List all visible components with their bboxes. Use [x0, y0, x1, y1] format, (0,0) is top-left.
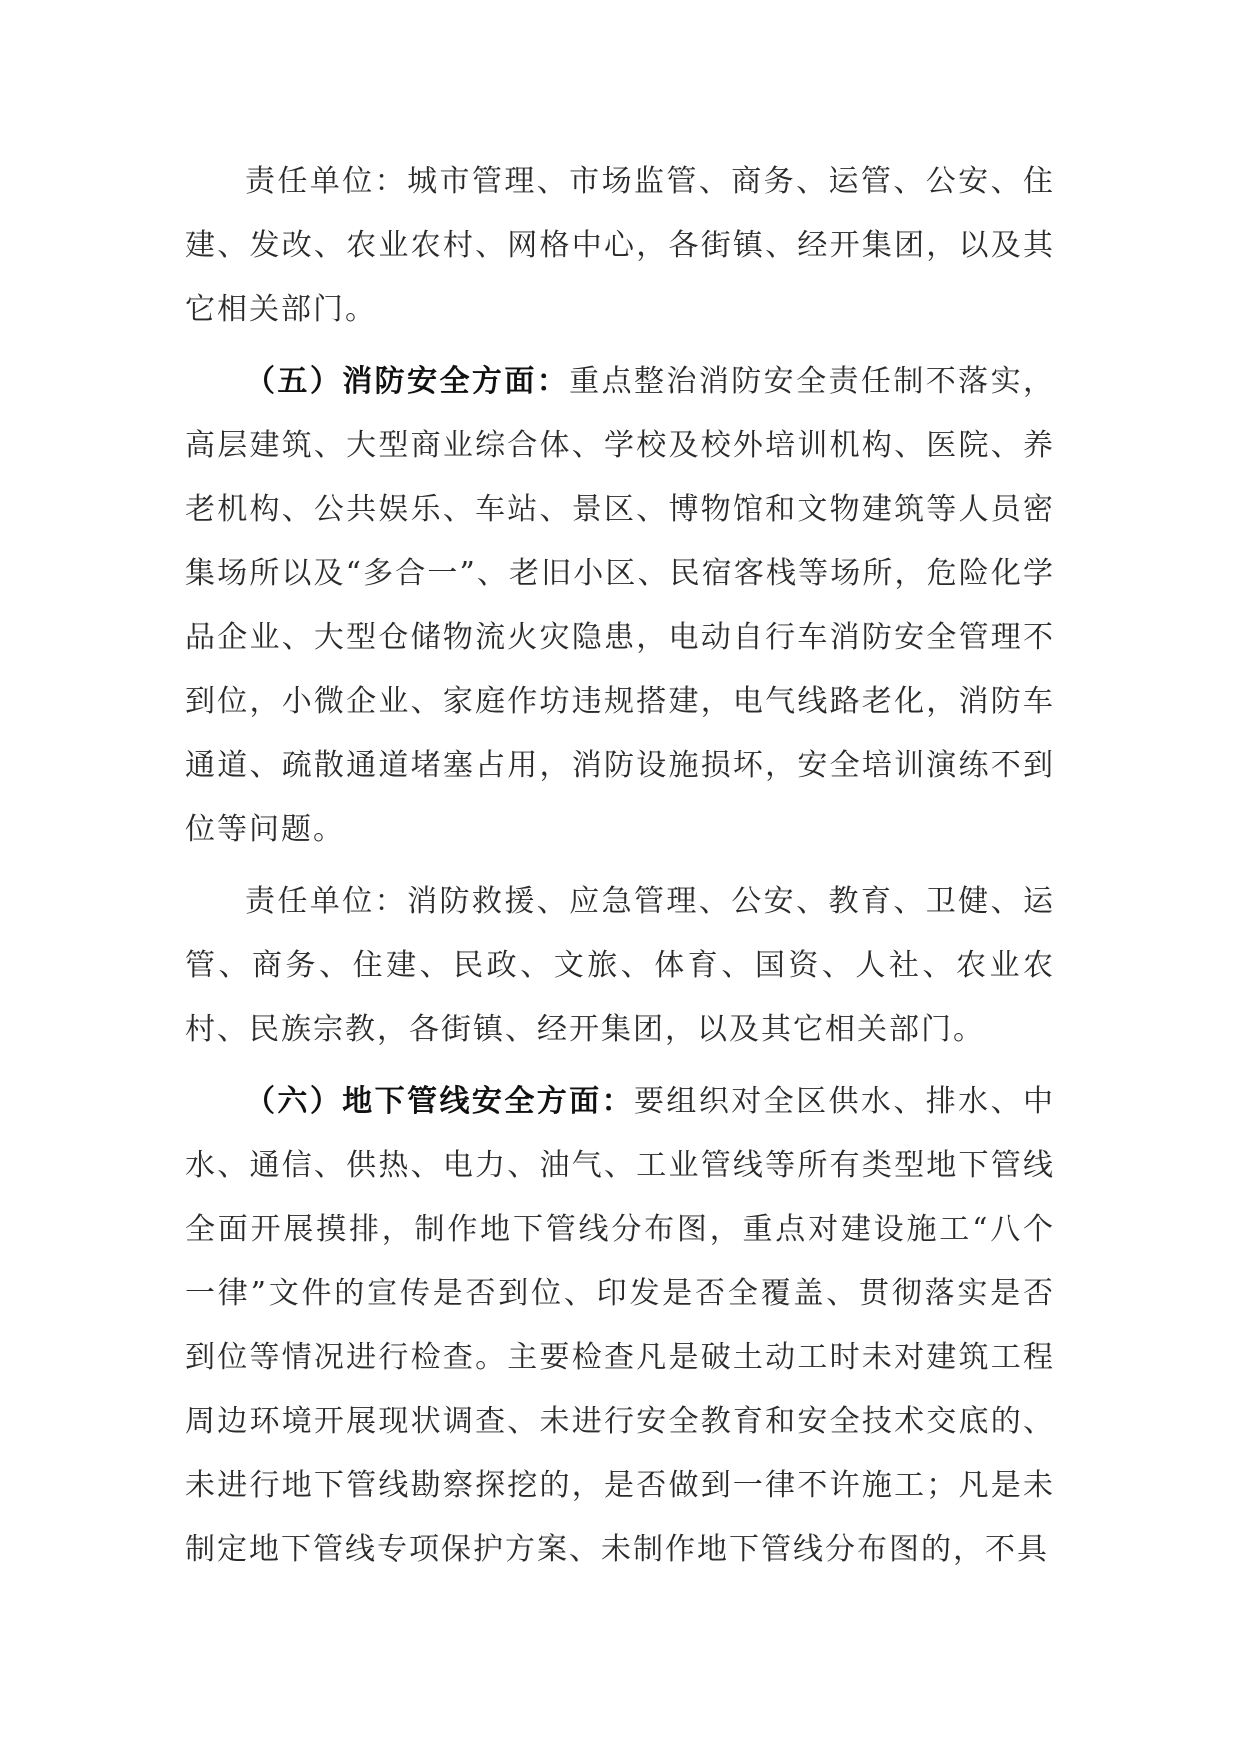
section-heading-fire-safety: （五）消防安全方面： — [245, 364, 570, 399]
paragraph-text: 责任单位：消防救援、应急管理、公安、教育、卫健、运管、商务、住建、民政、文旅、体育、国资、人社、农业农村、民族宗教，各街镇、经开集团，以及其它相关部门。 — [185, 884, 1055, 1047]
document-body — [185, 150, 1055, 1582]
paragraph-text: 重点整治消防安全责任制不落实，高层建筑、大型商业综合体、学校及校外培训机构、医院、养老机构、公共娱乐、车站、景区、博物馆和文物建筑等人员密集场所以及“多合一”、老旧小区、民宿客栈等场所，危险化学品企业、大型仓储物流火灾隐患，电动自行车消防安全管理不到位，小微企业、家庭作坊违规搭建，电气线路老化，消防车通道、疏散通道堵塞占用，消防设施损坏，安全培训演练不到位等问题。 — [185, 364, 1056, 847]
paragraph-text: 要组织对全区供水、排水、中水、通信、供热、电力、油气、工业管线等所有类型地下管线全面开展摸排，制作地下管线分布图，重点对建设施工“八个一律”文件的宣传是否到位、印发是否全覆盖、贯彻落实是否到位等情况进行检查。主要检查凡是破土动工时未对建筑工程周边环境开展现状调查、未进行安全教育和安全技术交底的、未进行地下管线勘察探挖的，是否做到一律不许施工；凡是未制定地下管线专项保护方案、未制作地下管线分布图的，不具 — [185, 1084, 1055, 1567]
paragraph-underground-pipelines — [185, 1070, 1055, 1582]
paragraph-text: 责任单位：城市管理、市场监管、商务、运管、公安、住建、发改、农业农村、网格中心，各街镇、经开集团，以及其它相关部门。 — [185, 164, 1055, 327]
paragraph-fire-safety — [185, 350, 1055, 862]
section-heading-underground-pipelines: （六）地下管线安全方面： — [245, 1084, 634, 1119]
paragraph-responsible-units-2 — [185, 870, 1055, 1062]
paragraph-responsible-units-1 — [185, 150, 1055, 342]
